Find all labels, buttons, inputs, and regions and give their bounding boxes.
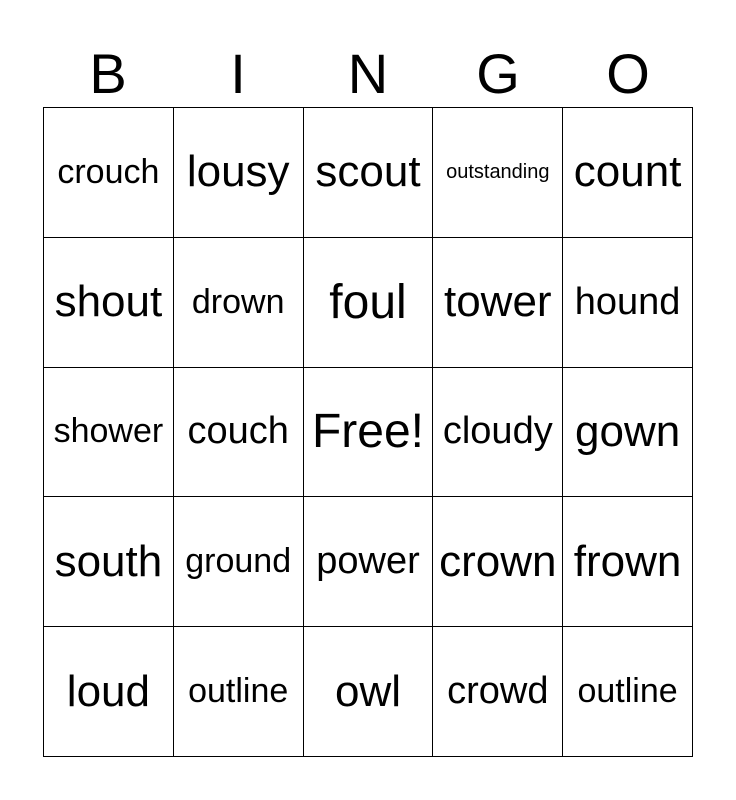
bingo-cell: outline (563, 627, 693, 757)
header-letter-o: O (606, 42, 650, 105)
bingo-cell: outstanding (433, 108, 563, 238)
bingo-cell: gown (563, 368, 693, 498)
bingo-cell: loud (44, 627, 174, 757)
bingo-cell: frown (563, 497, 693, 627)
bingo-cell: foul (304, 238, 434, 368)
bingo-header (43, 40, 693, 108)
bingo-cell: outline (174, 627, 304, 757)
bingo-board (43, 107, 693, 757)
bingo-cell: count (563, 108, 693, 238)
bingo-cell: crouch (44, 108, 174, 238)
bingo-cell: cloudy (433, 368, 563, 498)
header-letter-g: G (476, 42, 520, 105)
bingo-cell: crown (433, 497, 563, 627)
bingo-cell: owl (304, 627, 434, 757)
bingo-cell: crowd (433, 627, 563, 757)
header-letter-b: B (89, 42, 127, 105)
bingo-cell: drown (174, 238, 304, 368)
header-letter-i: I (230, 42, 246, 105)
bingo-cell: lousy (174, 108, 304, 238)
bingo-cell: tower (433, 238, 563, 368)
bingo-cell: couch (174, 368, 304, 498)
bingo-cell: scout (304, 108, 434, 238)
bingo-cell: shout (44, 238, 174, 368)
bingo-cell: shower (44, 368, 174, 498)
bingo-cell: south (44, 497, 174, 627)
bingo-cell: power (304, 497, 434, 627)
bingo-cell: hound (563, 238, 693, 368)
bingo-cell: ground (174, 497, 304, 627)
bingo-cell-free: Free! (304, 368, 434, 498)
header-letter-n: N (347, 42, 389, 105)
